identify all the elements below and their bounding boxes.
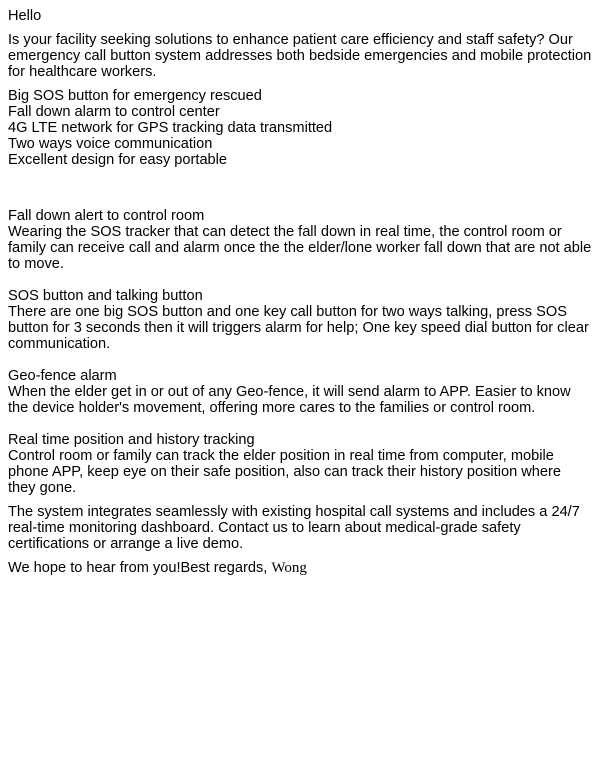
spacer xyxy=(8,272,592,288)
signoff xyxy=(8,560,592,576)
feature-body: When the elder get in or out of any Geo-fence, it will send alarm to APP. Easier to know the device holder's movement, offering more cares to the families or control room. xyxy=(8,384,571,416)
highlight-item: Big SOS button for emergency rescued xyxy=(8,88,262,104)
feature-geo-fence xyxy=(8,368,592,416)
spacer xyxy=(8,352,592,368)
feature-body: Wearing the SOS tracker that can detect the fall down in real time, the control room or family can receive call and alarm once the the elder/lone worker fall down that are not able to move. xyxy=(8,224,592,272)
spacer xyxy=(8,176,592,208)
highlight-item: Excellent design for easy portable xyxy=(8,152,228,168)
signature-name: Wong xyxy=(271,560,307,576)
highlight-item: Two ways voice communication xyxy=(8,136,213,152)
greeting: Hello xyxy=(8,8,42,24)
highlight-list xyxy=(8,88,592,168)
feature-title: Real time position and history tracking xyxy=(8,432,255,448)
spacer xyxy=(8,416,592,432)
highlight-item: Fall down alarm to control center xyxy=(8,104,220,120)
feature-fall-down xyxy=(8,208,592,272)
feature-body: Control room or family can track the elder position in real time from computer, mobile phone APP, keep eye on their safe position, also can track their history position where they gone. xyxy=(8,448,562,496)
feature-title: SOS button and talking button xyxy=(8,288,203,304)
feature-title: Geo-fence alarm xyxy=(8,368,117,384)
signoff-text: We hope to hear from you!Best regards, xyxy=(8,560,272,576)
feature-title: Fall down alert to control room xyxy=(8,208,205,224)
closing-paragraph: The system integrates seamlessly with existing hospital call systems and includes a 24/7 real-time monitoring dashboard. Contact us to learn about medical-grade safety certifications or arrange a live demo. xyxy=(8,504,580,552)
feature-sos-button xyxy=(8,288,592,352)
feature-tracking xyxy=(8,432,592,496)
intro-paragraph: Is your facility seeking solutions to enhance patient care efficiency and staff safety? Our emergency call button system addresses both bedside emergencies and mobile protection for healthcare workers. xyxy=(8,32,592,80)
highlight-item: 4G LTE network for GPS tracking data transmitted xyxy=(8,120,333,136)
feature-body: There are one big SOS button and one key call button for two ways talking, press SOS button for 3 seconds then it will triggers alarm for help; One key speed dial button for clear communication. xyxy=(8,304,589,352)
